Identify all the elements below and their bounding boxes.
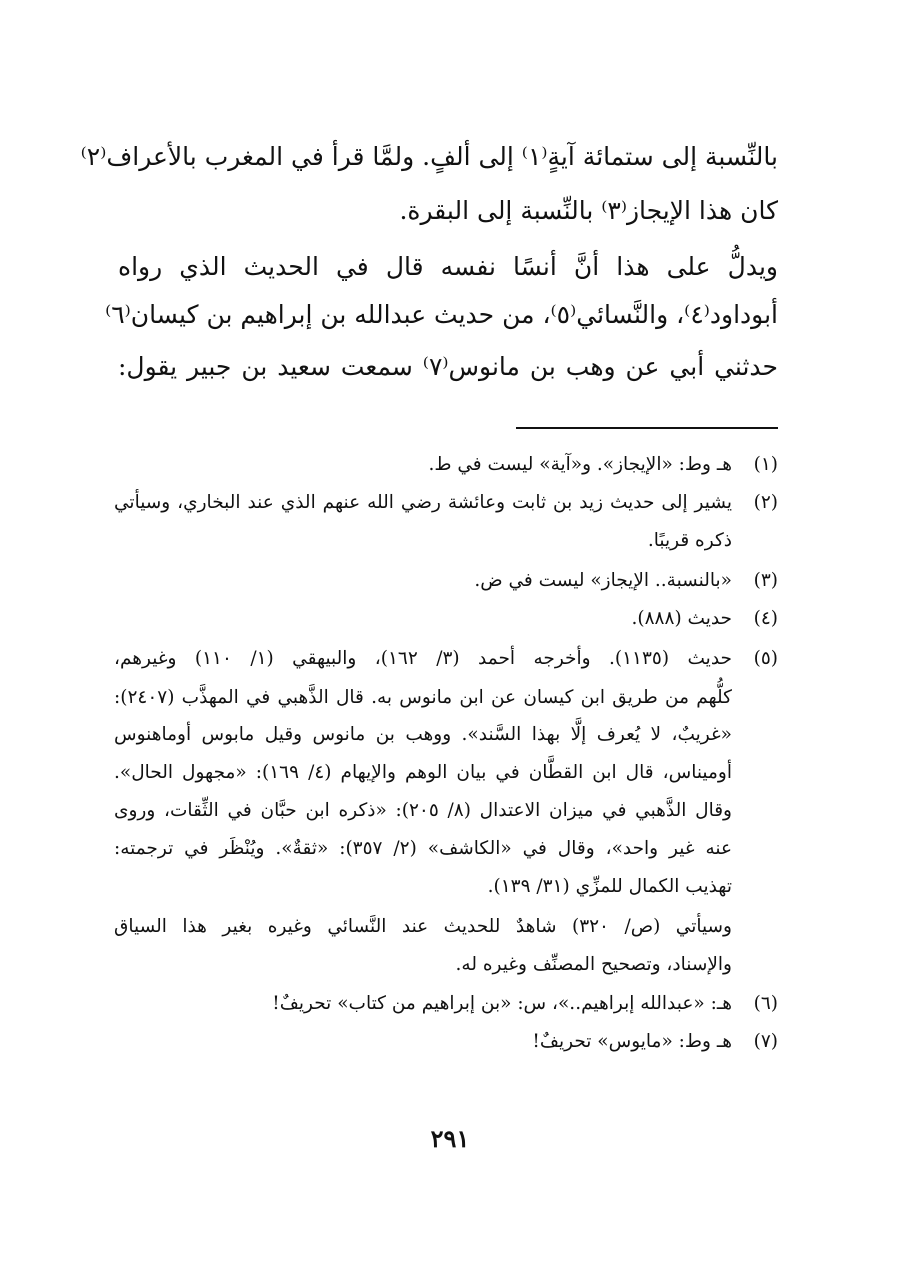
footnote-continuation: عنه غير واحد»، وقال في «الكاشف» (٢/ ٣٥٧): «ثقةٌ». ويُنْظَر في ترجمته: [114, 838, 732, 859]
footnote-continuation: ذكره قريبًا. [647, 530, 732, 551]
footnote-continuation: كلُّهم من طريق ابن كيسان عن ابن مانوس به. قال الذَّهبي في المهذَّب (٢٤٠٧): [114, 687, 732, 708]
body-line: كان هذا الإيجاز⁽٣⁾ بالنِّسبة إلى البقرة. [399, 196, 778, 225]
body-line: أبوداود⁽٤⁾، والنَّسائي⁽٥⁾، من حديث عبدالله بن إبراهيم بن كيسان⁽٦⁾ [105, 300, 778, 329]
footnote-continuation: وقال الذَّهبي في ميزان الاعتدال (٨/ ٢٠٥): «ذكره ابن حبَّان في الثِّقات، وروى [114, 800, 732, 821]
footnote-number: (٥) [753, 648, 778, 669]
footnote-continuation: وسيأتي (ص/ ٣٢٠) شاهدٌ للحديث عند النَّسائي وغيره بغير هذا السياق [114, 916, 732, 937]
footnote-number: (٣) [753, 570, 778, 591]
footnote-number: (٦) [753, 993, 778, 1014]
footnote-text: هـ وط: «مايوس» تحريفٌ! [532, 1031, 732, 1052]
footnote-number: (٧) [753, 1031, 778, 1052]
footnote-continuation: أوميناس، قال ابن القطَّان في بيان الوهم والإيهام (٤/ ١٦٩): «مجهول الحال». [114, 762, 732, 783]
footnote-continuation: والإسناد، وتصحيح المصنِّف وغيره له. [455, 954, 732, 975]
body-line: بالنِّسبة إلى ستمائة آيةٍ⁽١⁾ إلى ألفٍ. ولمَّا قرأ في المغرب بالأعراف⁽٢⁾ [80, 142, 778, 171]
footnote-text: حديث (١١٣٥). وأخرجه أحمد (٣/ ١٦٢)، والبيهقي (١/ ١١٠) وغيرهم، [114, 648, 732, 669]
footnote-continuation: «غريبٌ، لا يُعرف إلَّا بهذا السَّند». ووهب بن مانوس وقيل مابوس أوماهنوس [114, 724, 732, 745]
footnote-text: يشير إلى حديث زيد بن ثابت وعائشة رضي الله عنهم الذي عند البخاري، وسيأتي [114, 492, 732, 513]
footnote-text: حديث (٨٨٨). [631, 608, 732, 629]
footnote-text: هـ وط: «الإيجاز». و«آية» ليست في ط. [428, 454, 732, 475]
footnote-separator [516, 427, 778, 429]
footnote-number: (١) [753, 454, 778, 475]
page-number: ٢٩١ [430, 1124, 470, 1153]
body-line: ويدلُّ على هذا أنَّ أنسًا نفسه قال في الحديث الذي رواه [118, 252, 778, 281]
body-line: حدثني أبي عن وهب بن مانوس⁽٧⁾ سمعت سعيد بن جبير يقول: [118, 352, 778, 381]
footnote-number: (٢) [753, 492, 778, 513]
footnote-number: (٤) [753, 608, 778, 629]
footnote-continuation: تهذيب الكمال للمزِّي (٣١/ ١٣٩). [487, 876, 732, 897]
footnote-text: هـ: «عبدالله إبراهيم..»، س: «بن إبراهيم من كتاب» تحريفٌ! [272, 993, 732, 1014]
footnote-text: «بالنسبة.. الإيجاز» ليست في ض. [474, 570, 732, 591]
